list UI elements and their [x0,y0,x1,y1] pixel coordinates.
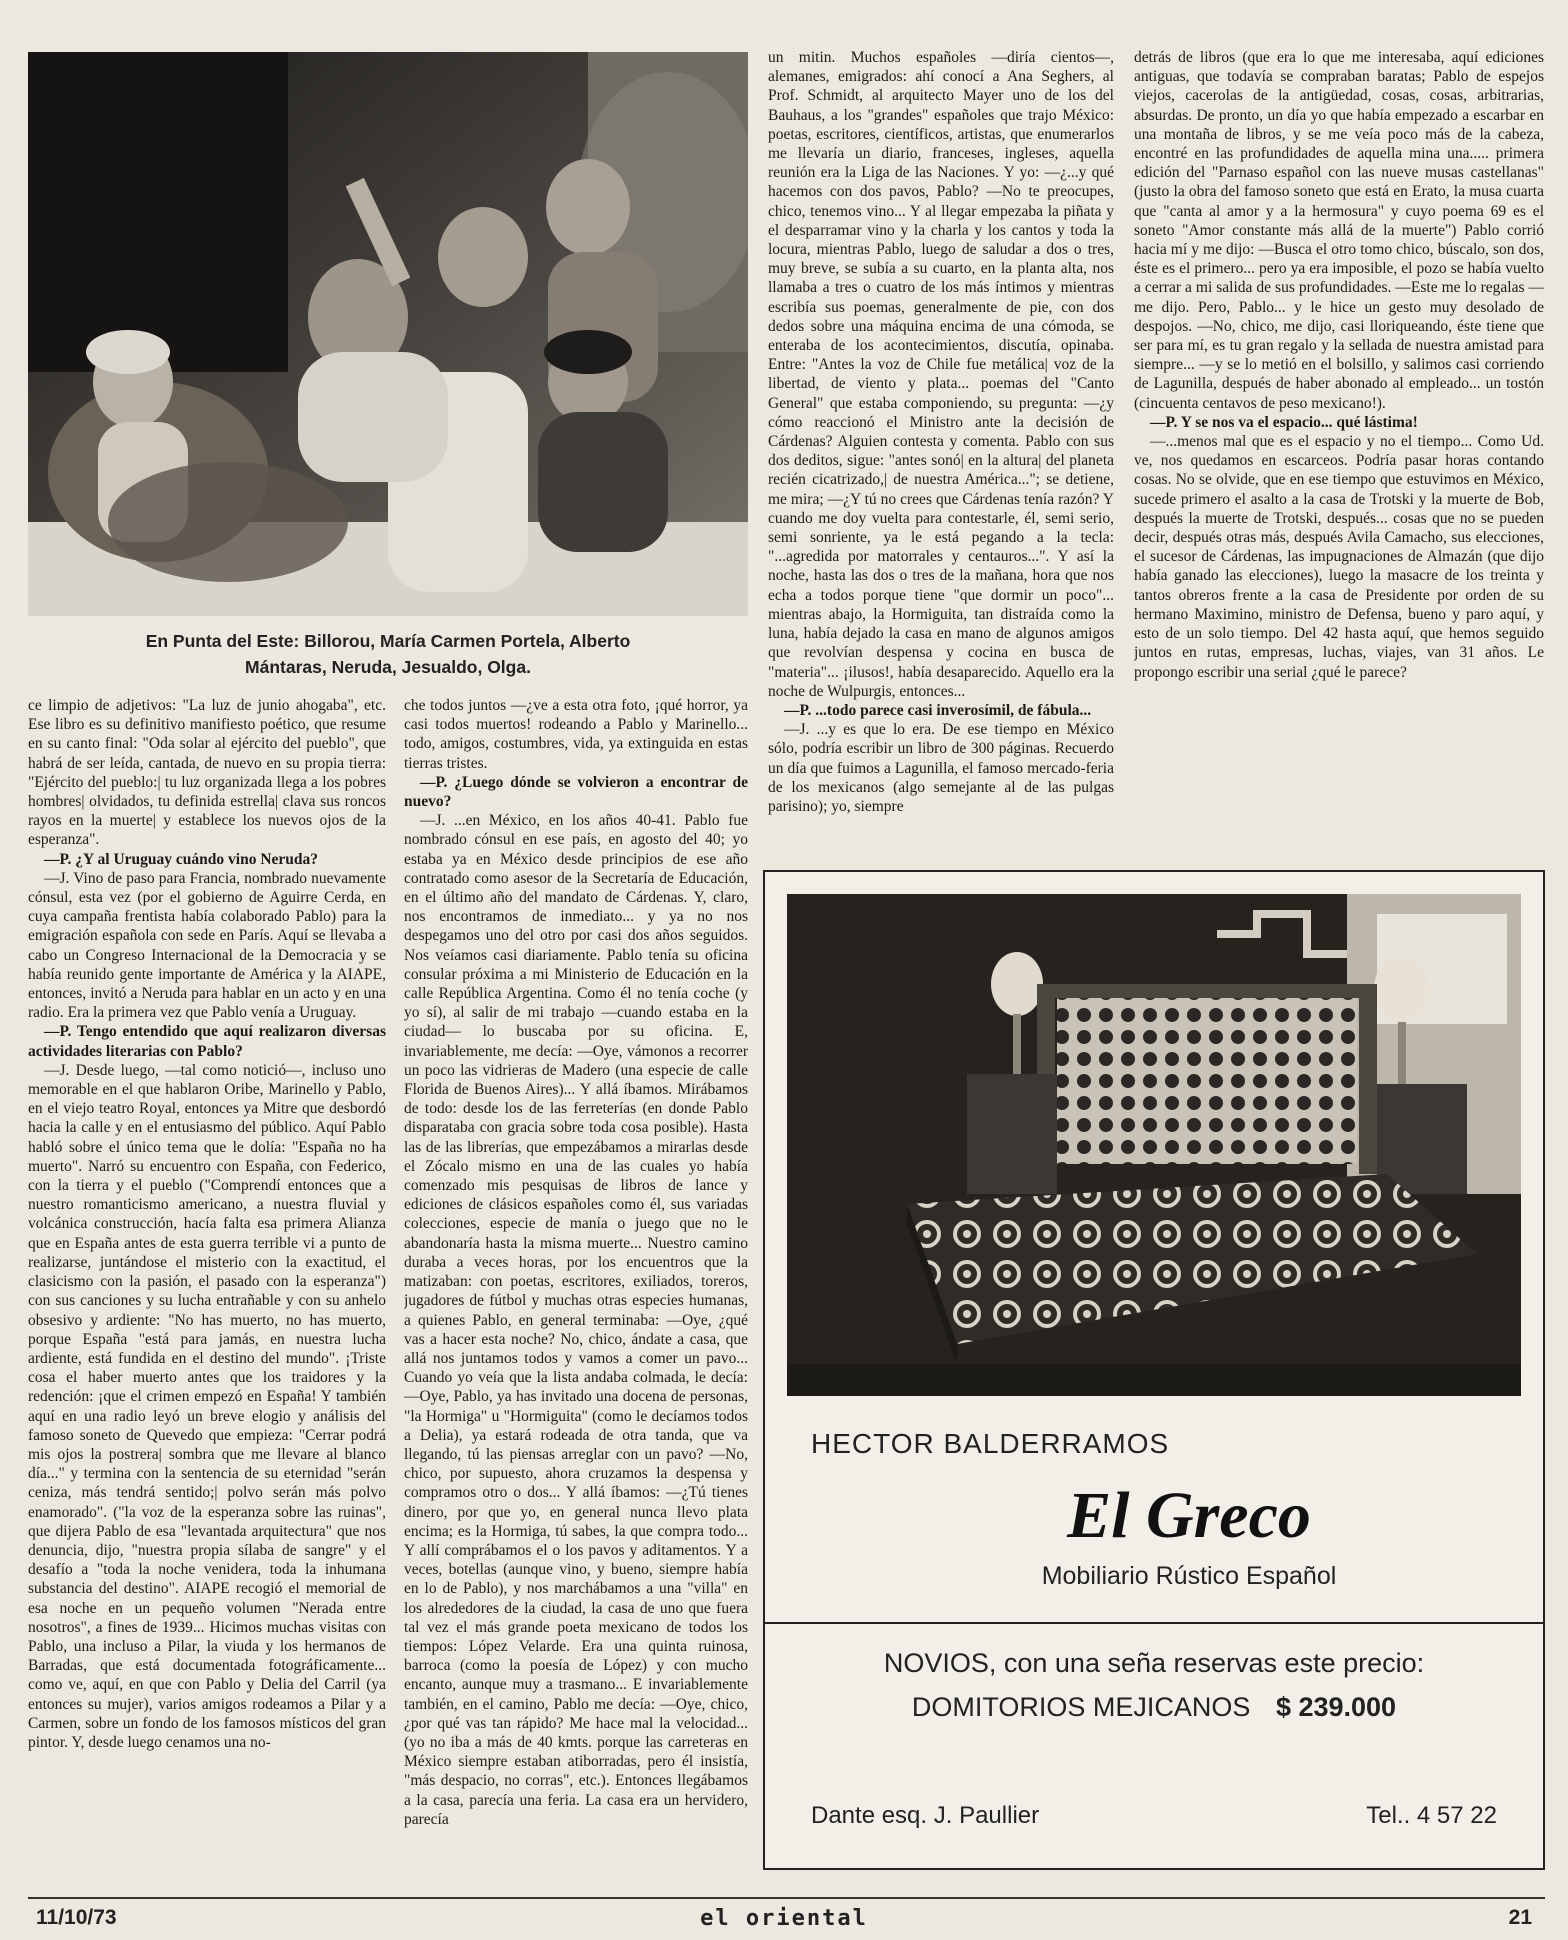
article-paragraph: —P. ...todo parece casi inverosímil, de fábula... [784,701,1092,719]
offer-product-line [765,1692,1543,1723]
article-paragraph: un mitin. Muchos españoles —diría cientos—, alemanes, emigrados: ahí conocí a Ana Seghers, al Prof. Schmidt, al arquitecto Mayer uno de los del Bauhaus, a los "grandes" españoles que trajo México: poetas, escritores, científicos, artistas, que enumerarlos me llevaría un diario, franceses, ingleses, aquella reunión era la Liga de las Naciones. Y yo: —¿...y qué hacemos con dos pavos, Pablo? —No te preocupes, chico, tenemos vino... Y al llegar empezaba la piñata y el desparramar vino y la charla y los cantos y toda la locura, mientras Pablo, luego de saludar a dos o tres, muy breve, se subía a su cuarto, en la planta alta, nos llamaba a tres o cuatro de los más íntimos y mientras escribía sus poemas, generalmente de pie, con dos dedos sobre una máquina encima de una cómoda, se enteraba de los acontecimientos, discutía, opinaba. Entre: "Antes la voz de Chile fue metálica| voz de la libertad, de viento y plata... poemas del "Canto General" que estaba componiendo, su pregunta: —¿y cómo reaccionó el Ministro ante la decisión de Cárdenas? Alguien contesta y comenta. Pablo con sus dos deditos, sigue: "antes sonó| en la altura| del planeta recién cicatrizado,| de nuestra América..."; se detiene, me mira; —¿Y tú no crees que Cárdenas tenía razón? Y cuando me doy vuelta para contestarle, él, semi serio, semi sonriente, ya le está pegando a la tecla: "...agredida por matorrales y centauros...". Y así la noche, hasta las dos o tres de la mañana, hora que nos echa a todos porque tiene "que dormir un poco"... mientras abajo, la Hormiguita, tan distraída como la luna, había dejado la casa en mano de algunos amigos que revolvían despensa y cocina en busca de "materia"... ¡ilusos!, había desaparecido. Aquello era la noche de Wulpurgis, entonces... [768,49,1114,700]
article-paragraph: —J. ...en México, en los años 40-41. Pablo fue nombrado cónsul en ese país, en agosto del 40; yo estaba ya en México desde principios de ese año contratado como asesor de la Secretaría de Educación, en el último año del mandato de Cárdenas. Y, claro, nos encontramos de inmediato... y ya no nos despegamos uno del otro por casi dos años seguidos. Nos veíamos casi diariamente. Pablo tenía su oficina consular próxima a mi Ministerio de Educación en la calle República Argentina. Como él no tenía coche (y yo sí), al salir de mi trabajo —cuando estaba en la ciudad— lo buscaba por su oficina. E, invariablemente, me decía: —Oye, vámonos a recorrer un poco las vidrieras de Madero (una especie de calle Florida de Buenos Aires)... Y allá íbamos. Mirábamos de todo: desde los de las ferreterías (en donde Pablo disparataba con gracia sobre toda cosa posible). Hasta las de las librerías, que empezábamos a mirarlas desde el Zócalo mismo en una de las cuales yo había comenzado mis pesquisas de libros de lance y ediciones de clásicos españoles como él, sus variadas colecciones, especie de manía o juego que no le abandonaría hasta la misma muerte... Nuestro camino duraba a veces horas, por los encuentros que la matizaban: con poetas, escritores, exiliados, toreros, jugadores de fútbol y muchas otras especies humanas, a quienes Pablo, en general terminaba: —Oye, ¿qué vas a hacer esta noche? No, chico, ándate a casa, que allá nos juntamos todos y vamos a comer un pavo... Cuando yo veía que la lista andaba colmada, le decía: —Oye, Pablo, ya has invitado una docena de personas, "la Hormiga" u "Hormiguita" (como le decíamos todos a Delia), ya estará rodeada de otra tanda, que va llegando, tú las piensas arreglar con un pavo? —No, chico, por supuesto, ahora cruzamos la despensa y compramos otro o dos... Y allá íbamos: —¿Tú tienes dinero, por que yo, en general nunca llevo plata encima; es la Hormiga, tú sabes, la que compra todo... Y allí comprábamos el o los pavos y aditamentos. Y a veces, botellas (aunque vino, y bueno, siempre había en lo de Pablo), y nos marchábamos a una "villa" en los alrededores de la ciudad, la casa de uno que fuera tal vez el más grande poeta mexicano de todos los tiempos: López Velarde. Era una quinta ruinosa, barroca (como la poesía de López) y con mucho encanto, aunque muy a trasmano... E invariablemente también, en el camino, Pablo me decía: —Oye, chico, ¿por qué vas tan rápido? Me hace mal la velocidad... (yo no iba a más de 40 kmts. porque las carreteras en México siempre estaban atiborradas, pero él insistía, "más despacio, no corras", etc.). Entonces llegábamos a la casa, parecía una feria. La casa era un hervidero, parecía [404,812,748,1828]
store-phone: Tel.. 4 57 22 [1366,1802,1497,1829]
offer-headline: NOVIOS, con una seña reservas este precio: [883,1648,1425,1678]
bed-illustration [787,894,1521,1396]
article-column-4 [1134,48,1544,858]
page-number: 21 [1508,1906,1532,1929]
article-paragraph: —P. ¿Y al Uruguay cuándo vino Neruda? [44,850,319,868]
article-paragraph: —J. Desde luego, —tal como notició—, incluso uno memorable en el que hablaron Oribe, Marinello y Pablo, en el viejo teatro Royal, entonces ya Mitre que desbordó hacia la calle y en el entusiasmo del público. Aquí Pablo habló sobre el único tema que le dolía: "España no ha muerto". Narró su encuentro con España, con Federico, con la tierra y el pueblo ("Comprendí entonces que a nuestro romanticismo americano, a nuestra fluvial y volcánica construcción, hacía falta esa primera Alianza que en España antes de esta guerra terrible vi a punto de realizarse, juntándose el misterio con la exactitud, el clasicismo con la pasión, el pasado con la esperanza") con sus canciones y su lucha entrañable y con su anhelo obsesivo y ardiente: "No has muerto, no has muerto, porque España "está para jamás, en nuestra lucha ardiente, está fundida en el destino del mundo". ¡Triste cosa el haber muerto antes que los traidores y la redención: ¡que el crimen empezó en España! Y también aquí en una radio leyó un breve elogio y análisis del famoso soneto de Quevedo que empieza: "Cerrar podrá mis ojos la postrera| sombra que me llevare al blanco día..." y termina con la sentencia de su eternidad "serán ceniza, más tendrá sentido;| polvo serán más polvo enamorado". ("la voz de la esperanza sobre las ruinas", que dijera Pablo de esa "levantada arquitectura" que nos denuncia, dijo, "nuestra propia sílaba de sangre" y el desafío a "toda la noche venidera, toda la inhumana substancia del destino". AIAPE recogió el memorial de esa noche en un pequeño volumen "Nerada entre nosotros", a fines de 1939... Hicimos muchas visitas con Pablo, una incluso a Pilar, la viuda y los hermanos de Barradas, que está documentada fotográficamente... como ve, aquí, en que con Pablo y Delia del Carril (ya entonces su mujer), varios amigos rodeamos a Pilar y a Carmen, sobre un fondo de los famosos místicos del gran pintor. Y, desde luego cenamos una no- [28,1061,386,1751]
article-column-1 [28,696,386,1892]
article-paragraph: —P. Tengo entendido que aquí realizaron diversas actividades literarias con Pablo? [28,1023,386,1060]
article-paragraph: ce limpio de adjetivos: "La luz de junio ahogaba", etc. Ese libro es su definitivo manifiesto poético, que resume en su canto final: "Oda solar al ejército del pueblo", que habrá de ser leída, cantada, de nuevo en su propia tierra: "Ejército del pueblo:| tu luz organizada llega a los pobres hombres| olvidados, tu definida estrella| clava sus roncos rayos en la muerte| y establece los nuevos ojos de la esperanza". [28,697,386,849]
article-photo [28,52,748,616]
article-column-2 [404,696,748,1892]
store-address: Dante esq. J. Paullier [811,1802,1040,1829]
article-paragraph: —J. ...y es que lo era. De ese tiempo en México sólo, podría escribir un libro de 300 páginas. Recuerdo un día que fuimos a Lagunilla, el famoso mercado-feria de los mexicanos (algo semejante al de las pulgas parisino); yo, siempre [768,721,1114,815]
footer-rule [28,1897,1545,1899]
article-paragraph: che todos juntos —¿ve a esta otra foto, ¡qué horror, ya casi todos muertos! rodeando a Pablo y Marinello... todo, amigos, costumbres, vida, ya extinguida en estas tierras tristes. [404,697,748,772]
ad-divider [765,1622,1543,1624]
article-paragraph: —...menos mal que es el espacio y no el tiempo... Como Ud. ve, nos quedamos en escarceos. Podría pasar horas contando cosas. No se olvide, que en ese tiempo que estuvimos en México, sucede primero el asalto a la casa de Trotski y la muerte de Bob, después la muerte de Trotski, después... cosas que no se pueden decir, después otras más, después Avila Camacho, sus elecciones, el sucesor de Cárdenas, las impugnaciones de Almazán (que dijo había ganado las elecciones), luego la masacre de los treinta y tantos obreros frente a la casa de Presidente por orden de su hermano Maximino, ministro de Defensa, bueno y paro aquí, y esto de un solo tiempo. Del 42 hasta aquí, que hemos seguido juntos en rutas, empresas, luchas, viajes, van 31 años. Le propongo escribir una serial ¿qué le parece? [1134,433,1544,681]
photo-caption [28,628,748,680]
publication-name: el oriental [700,1906,868,1931]
offer-product: DOMITORIOS MEJICANOS [911,1692,1251,1722]
furniture-advertisement [763,870,1545,1870]
article-paragraph: —P. ¿Luego dónde se volvieron a encontrar de nuevo? [404,773,748,811]
advertisement-photo [787,894,1521,1396]
article-paragraph: —P. Y se nos va el espacio... qué lástima! [1150,413,1418,431]
caption-line-1: En Punta del Este: Billorou, María Carmen Portela, Alberto [145,631,631,651]
advertiser-name: HECTOR BALDERRAMOS [811,1428,1170,1459]
article-column-3 [768,48,1114,858]
article-paragraph: detrás de libros (que era lo que me interesaba, aquí ediciones antiguas, que todavía se compraban baratas; Pablo de espejos viejos, cacerolas de la antigüedad, cosas, cosas, arbitrarias, absurdas. De pronto, un día yo que había empezado a escarbar en una montaña de libros, y se me veía poco más de la cabeza, encontré en las profundidades de aquella mina una..... primera edición del "Parnaso español con las nueve musas castellanas" (justo la obra del famoso soneto que está en Erato, la musa cuarta que "canta al amor y a la hermosura" y cuyo poema 69 es el soneto "Amor constante más allá de la muerte") Pablo corrió hacia mí y me dijo: —Busca el otro tomo chico, búscalo, son dos, éste es el primero... pero ya era imposible, el pozo se había vuelto a cerrar a mi salida de sus profundidades. —Este me lo regalas —me dijo. Pero, Pablo... y le hice un gesto muy desolado de despojos. —No, chico, me dijo, casi lloriqueando, éste tiene que ser para mí, es tu gran regalo y la sellada de nuestra amistad para siempre... —y se lo metió en el bolsillo, y salimos casi corriendo de Lagunilla, después de haber abonado al empleado... un tostón (cincuenta centavos de peso mexicano!). [1134,49,1544,412]
caption-line-2: Mántaras, Neruda, Jesualdo, Olga. [245,657,531,677]
article-paragraph: —J. Vino de paso para Francia, nombrado nuevamente cónsul, esta vez (por el gobierno de Aguirre Cerda, en cuya campaña frentista había colaborado Pablo) para la emigración española con sede en París. Aquí se llevaba a cabo un Congreso Internacional de la Democracia y se había reunido gente importante de América y la AIAPE, entonces, invitó a Neruda para hablar en un acto y en una radio. Era la primera vez que Pablo venía a Uruguay. [28,869,386,1022]
issue-date: 11/10/73 [36,1906,117,1929]
brand-tagline: Mobiliario Rústico Español [1041,1562,1337,1590]
photo-illustration [28,52,748,616]
offer-price: $ 239.000 [1275,1692,1397,1722]
brand-logo: El Greco [1067,1479,1311,1552]
